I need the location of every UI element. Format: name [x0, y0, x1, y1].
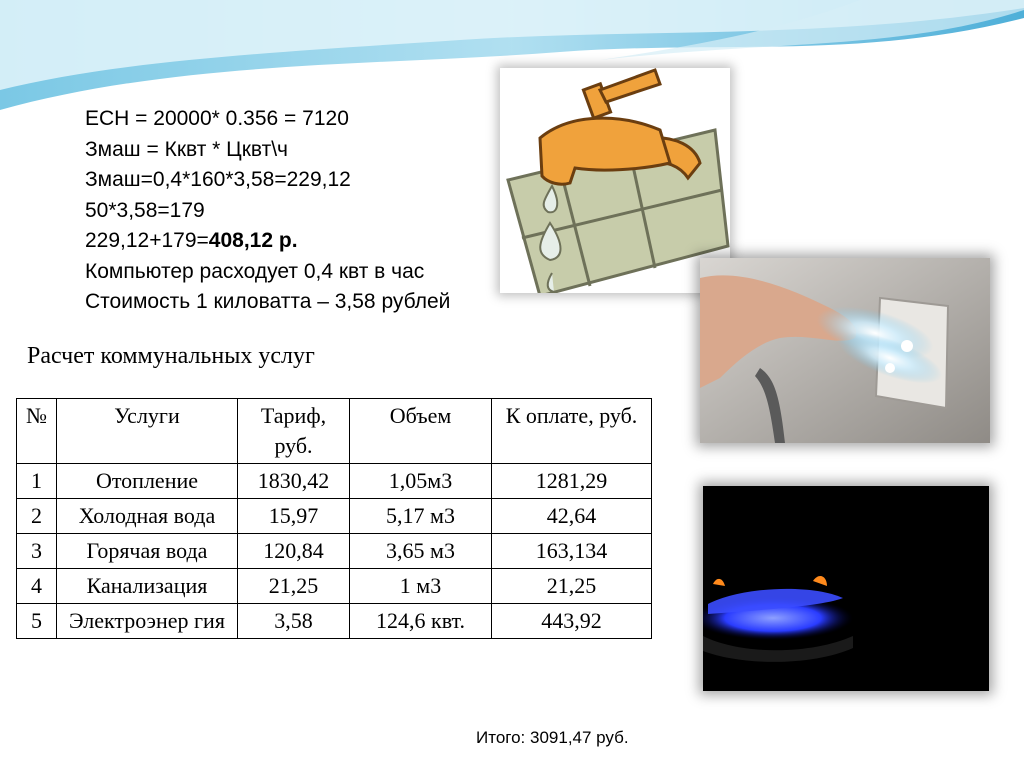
service-name: Электроэнер гия	[57, 604, 238, 639]
sum-result: 408,12 р.	[208, 229, 298, 252]
total-amount: Итого: 3091,47 руб.	[476, 728, 629, 747]
row-number: 2	[17, 499, 57, 534]
utilities-table	[16, 398, 652, 639]
tariff-value: 120,84	[238, 534, 350, 569]
service-name: Горячая вода	[57, 534, 238, 569]
volume-value: 5,17 м3	[350, 499, 492, 534]
gas-burner-photo	[703, 486, 989, 691]
service-name: Канализация	[57, 569, 238, 604]
payment-value: 21,25	[492, 569, 652, 604]
row-number: 3	[17, 534, 57, 569]
header-volume: Объем	[350, 399, 492, 464]
tariff-value: 3,58	[238, 604, 350, 639]
volume-value: 3,65 м3	[350, 534, 492, 569]
row-number: 5	[17, 604, 57, 639]
socket-photo	[700, 258, 990, 443]
table-row	[17, 464, 652, 499]
table-row	[17, 569, 652, 604]
volume-value: 124,6 квт.	[350, 604, 492, 639]
row-number: 4	[17, 569, 57, 604]
service-name: Холодная вода	[57, 499, 238, 534]
tariff-value: 1830,42	[238, 464, 350, 499]
volume-value: 1 м3	[350, 569, 492, 604]
sum-prefix: 229,12+179=	[85, 229, 209, 252]
tariff-value: 15,97	[238, 499, 350, 534]
kilowatt-cost-note: Стоимость 1 киловатта – 3,58 рублей	[85, 290, 451, 313]
sum-calculation	[85, 226, 545, 257]
esn-formula: ЕСН = 20000* 0.356 = 7120	[85, 107, 349, 130]
payment-value: 42,64	[492, 499, 652, 534]
computer-consumption-note: Компьютер расходует 0,4 квт в час	[85, 259, 425, 283]
table-row	[17, 604, 652, 639]
table-row	[17, 499, 652, 534]
extra-calculation: 50*3,58=179	[85, 198, 205, 222]
table-header-row	[17, 399, 652, 464]
service-name: Отопление	[57, 464, 238, 499]
header-number: №	[17, 399, 57, 464]
row-number: 1	[17, 464, 57, 499]
zmash-calculation: Змаш=0,4*160*3,58=229,12	[85, 168, 351, 191]
zmash-formula: Змаш = Кквт * Цквт\ч	[85, 137, 288, 161]
payment-value: 1281,29	[492, 464, 652, 499]
tariff-value: 21,25	[238, 569, 350, 604]
section-title: Расчет коммунальных услуг	[27, 343, 315, 369]
header-to-pay: К оплате, руб.	[492, 399, 652, 464]
payment-value: 163,134	[492, 534, 652, 569]
volume-value: 1,05м3	[350, 464, 492, 499]
header-service: Услуги	[57, 399, 238, 464]
formula-block	[85, 104, 545, 318]
table-row	[17, 534, 652, 569]
header-tariff: Тариф, руб.	[238, 399, 350, 464]
payment-value: 443,92	[492, 604, 652, 639]
